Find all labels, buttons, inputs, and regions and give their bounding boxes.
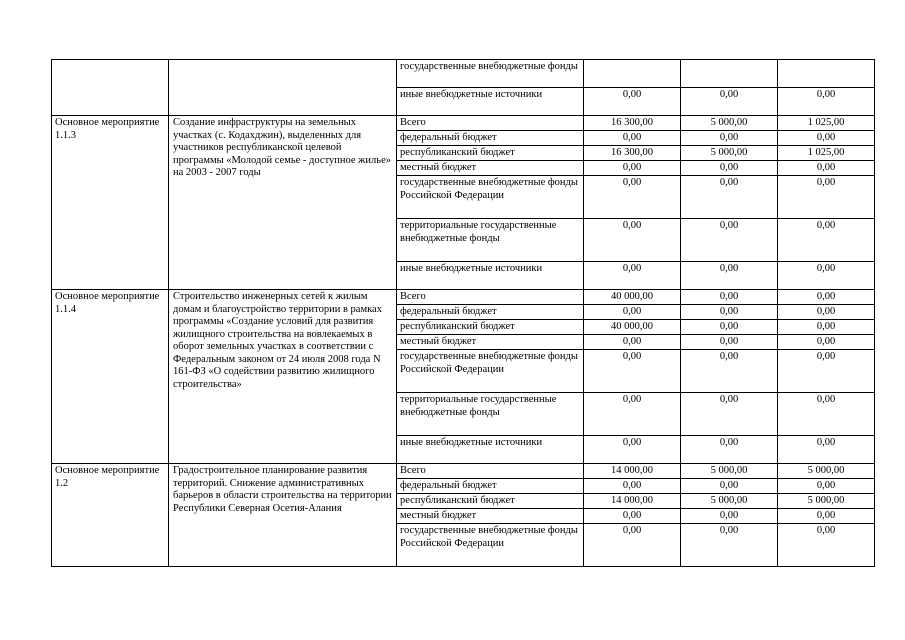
funding-source-cell: территориальные государственные внебюджетные фонды: [397, 219, 584, 262]
amount-cell-1: 40 000,00: [584, 290, 681, 305]
amount-cell-2: 0,00: [681, 320, 778, 335]
amount-cell-1: 0,00: [584, 131, 681, 146]
amount-cell-3: 0,00: [778, 176, 875, 219]
amount-cell-2: 0,00: [681, 335, 778, 350]
amount-cell-3: 0,00: [778, 335, 875, 350]
funding-source-cell: республиканский бюджет: [397, 146, 584, 161]
amount-cell-1: 0,00: [584, 350, 681, 393]
amount-cell-3: 0,00: [778, 219, 875, 262]
funding-source-cell: территориальные государственные внебюджетные фонды: [397, 393, 584, 436]
funding-source-cell: федеральный бюджет: [397, 131, 584, 146]
amount-cell-3: 0,00: [778, 393, 875, 436]
description-cell: Градостроительное планирование развития территорий. Снижение административных барьеров в области строительства на территории Республики Северная Осетия-Алания: [169, 464, 397, 567]
funding-source-cell: иные внебюджетные источники: [397, 262, 584, 290]
amount-cell-1: 0,00: [584, 436, 681, 464]
amount-cell-3: 1 025,00: [778, 116, 875, 131]
amount-cell-1: 14 000,00: [584, 494, 681, 509]
funding-source-cell: государственные внебюджетные фонды Российской Федерации: [397, 176, 584, 219]
amount-cell-2: 0,00: [681, 509, 778, 524]
activity-cell: [52, 60, 169, 116]
amount-cell-2: 0,00: [681, 524, 778, 567]
amount-cell-3: [778, 60, 875, 88]
amount-cell-1: 16 300,00: [584, 146, 681, 161]
description-cell: [169, 60, 397, 116]
funding-source-cell: Всего: [397, 116, 584, 131]
funding-source-cell: местный бюджет: [397, 161, 584, 176]
budget-document: [51, 59, 875, 567]
funding-source-cell: государственные внебюджетные фонды: [397, 60, 584, 88]
table-row: [52, 290, 875, 305]
amount-cell-2: 0,00: [681, 176, 778, 219]
funding-source-cell: местный бюджет: [397, 335, 584, 350]
amount-cell-2: 5 000,00: [681, 494, 778, 509]
amount-cell-2: 0,00: [681, 393, 778, 436]
amount-cell-1: 40 000,00: [584, 320, 681, 335]
description-cell: Создание инфраструктуры на земельных участках (с. Кодахджин), выделенных для участников республиканской целевой программы «Молодой семье - доступное жилье» на 2003 - 2007 годы: [169, 116, 397, 290]
amount-cell-3: 0,00: [778, 290, 875, 305]
funding-source-cell: республиканский бюджет: [397, 494, 584, 509]
table-row: [52, 60, 875, 88]
amount-cell-2: 0,00: [681, 219, 778, 262]
amount-cell-1: [584, 60, 681, 88]
amount-cell-1: 16 300,00: [584, 116, 681, 131]
amount-cell-3: 0,00: [778, 320, 875, 335]
amount-cell-3: 0,00: [778, 131, 875, 146]
amount-cell-2: [681, 60, 778, 88]
amount-cell-1: 0,00: [584, 305, 681, 320]
amount-cell-1: 0,00: [584, 509, 681, 524]
amount-cell-3: 0,00: [778, 350, 875, 393]
funding-source-cell: государственные внебюджетные фонды Российской Федерации: [397, 350, 584, 393]
table-row: [52, 116, 875, 131]
funding-source-cell: федеральный бюджет: [397, 479, 584, 494]
amount-cell-3: 0,00: [778, 436, 875, 464]
amount-cell-3: 5 000,00: [778, 494, 875, 509]
amount-cell-3: 0,00: [778, 305, 875, 320]
activity-cell: Основное мероприятие 1.1.3: [52, 116, 169, 290]
amount-cell-1: 0,00: [584, 219, 681, 262]
funding-source-cell: иные внебюджетные источники: [397, 88, 584, 116]
funding-source-cell: федеральный бюджет: [397, 305, 584, 320]
amount-cell-1: 0,00: [584, 88, 681, 116]
amount-cell-3: 0,00: [778, 88, 875, 116]
amount-cell-2: 5 000,00: [681, 464, 778, 479]
amount-cell-2: 0,00: [681, 161, 778, 176]
amount-cell-2: 5 000,00: [681, 146, 778, 161]
amount-cell-1: 0,00: [584, 393, 681, 436]
amount-cell-2: 0,00: [681, 262, 778, 290]
funding-source-cell: Всего: [397, 290, 584, 305]
amount-cell-2: 0,00: [681, 88, 778, 116]
amount-cell-1: 14 000,00: [584, 464, 681, 479]
amount-cell-3: 0,00: [778, 479, 875, 494]
funding-source-cell: иные внебюджетные источники: [397, 436, 584, 464]
amount-cell-1: 0,00: [584, 262, 681, 290]
amount-cell-1: 0,00: [584, 479, 681, 494]
funding-table: [51, 59, 875, 567]
amount-cell-2: 0,00: [681, 290, 778, 305]
amount-cell-2: 0,00: [681, 305, 778, 320]
amount-cell-3: 0,00: [778, 161, 875, 176]
funding-source-cell: Всего: [397, 464, 584, 479]
funding-source-cell: государственные внебюджетные фонды Российской Федерации: [397, 524, 584, 567]
amount-cell-2: 0,00: [681, 131, 778, 146]
funding-source-cell: республиканский бюджет: [397, 320, 584, 335]
amount-cell-2: 5 000,00: [681, 116, 778, 131]
amount-cell-2: 0,00: [681, 479, 778, 494]
amount-cell-1: 0,00: [584, 335, 681, 350]
amount-cell-3: 0,00: [778, 262, 875, 290]
amount-cell-2: 0,00: [681, 436, 778, 464]
amount-cell-3: 1 025,00: [778, 146, 875, 161]
table-row: [52, 464, 875, 479]
activity-cell: Основное мероприятие 1.1.4: [52, 290, 169, 464]
funding-source-cell: местный бюджет: [397, 509, 584, 524]
amount-cell-1: 0,00: [584, 524, 681, 567]
amount-cell-3: 0,00: [778, 509, 875, 524]
amount-cell-3: 5 000,00: [778, 464, 875, 479]
amount-cell-1: 0,00: [584, 176, 681, 219]
funding-table-body: [52, 60, 875, 567]
amount-cell-1: 0,00: [584, 161, 681, 176]
amount-cell-3: 0,00: [778, 524, 875, 567]
amount-cell-2: 0,00: [681, 350, 778, 393]
activity-cell: Основное мероприятие 1.2: [52, 464, 169, 567]
description-cell: Строительство инженерных сетей к жилым домам и благоустройство территории в рамках программы «Создание условий для развития жилищного строительства на вовлекаемых в оборот земельных участках в соответствии с Федеральным законом от 24 июля 2008 года N 161-ФЗ «О содействии развитию жилищного строительства»: [169, 290, 397, 464]
